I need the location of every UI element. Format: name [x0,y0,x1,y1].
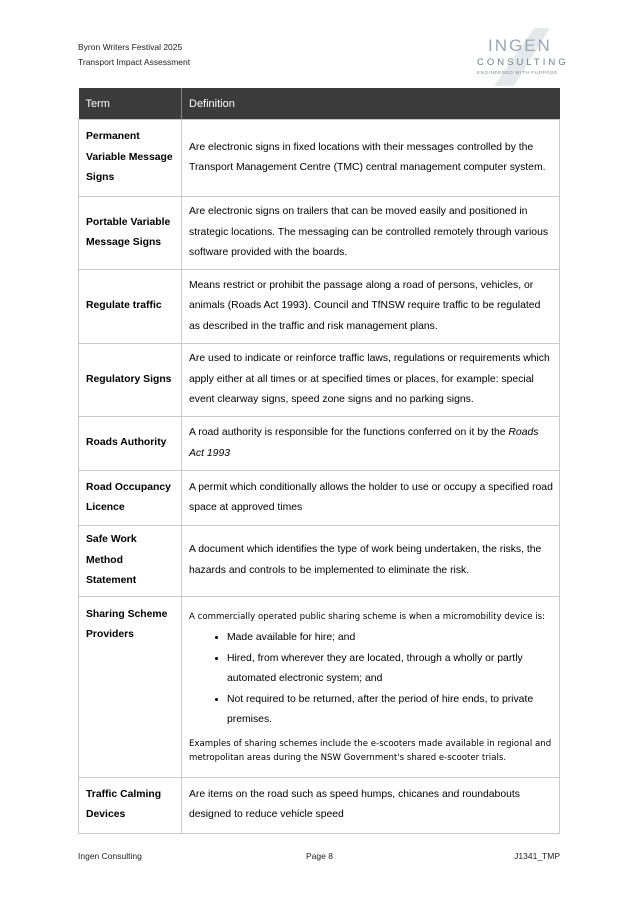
table-row [79,344,560,417]
sharing-scheme-examples: Examples of sharing schemes include the e-scooters made available in regional and metropolitan areas during the NSW Government's shared e-scooter trials. [189,738,552,763]
term-cell: Sharing Scheme Providers [79,596,182,777]
definition-cell: Are items on the road such as speed humps, chicanes and roundabouts designed to reduce vehicle speed [182,777,560,833]
table-row [79,270,560,344]
table-row [79,777,560,833]
header-term: Term [79,88,182,120]
sharing-scheme-bullets [189,628,553,731]
term-cell: Regulate traffic [79,270,182,344]
act-reference: Roads Act 1993 [189,427,539,459]
definition-cell: Are used to indicate or reinforce traffic laws, regulations or requirements which apply either at all times or at specified times or places, for example: special event clearway signs, speed zone signs and no parking signs. [182,344,560,417]
logo-text-ingen: INGEN [488,36,552,55]
footer-company: Ingen Consulting [78,851,142,861]
definition-cell [182,596,560,777]
list-item: • Not required to be returned, after the period of hire ends, to private premises. [227,690,553,731]
document-code: J1341_TMP [514,851,560,861]
table-row [79,526,560,597]
definition-cell: A document which identifies the type of work being undertaken, the risks, the hazards and controls to be implemented to eliminate the risk. [182,526,560,597]
page-number: Page 8 [306,851,333,861]
definition-cell: Means restrict or prohibit the passage along a road of persons, vehicles, or animals (Roads Act 1993). Council and TfNSW require traffic to be regulated as described in the traffic and risk management plans. [182,270,560,344]
table-row [79,417,560,471]
header-definition: Definition [182,88,560,120]
table-row [79,596,560,777]
term-cell: Portable Variable Message Signs [79,197,182,270]
logo-text-consulting: CONSULTING [477,57,569,68]
list-item: • Made available for hire; and [227,628,553,649]
table-row [79,120,560,197]
term-cell: Traffic Calming Devices [79,777,182,833]
definition-cell: Are electronic signs on trailers that can be moved easily and positioned in strategic locations. The messaging can be controlled remotely through various software provided with the boards. [182,197,560,270]
table-row [79,471,560,526]
term-cell: Safe Work Method Statement [79,526,182,597]
term-cell: Road Occupancy Licence [79,471,182,526]
definition-cell: Are electronic signs in fixed locations with their messages controlled by the Transport Management Centre (TMC) central management computer system. [182,120,560,197]
document-title: Byron Writers Festival 2025 [78,42,183,52]
table-header-row [79,88,560,120]
term-cell: Regulatory Signs [79,344,182,417]
list-item: • Hired, from wherever they are located, through a wholly or partly automated electronic system; and [227,649,553,690]
definition-cell [182,417,560,471]
term-cell: Roads Authority [79,417,182,471]
definition-text: A road authority is responsible for the functions conferred on it by the [189,427,509,438]
definition-cell: A permit which conditionally allows the holder to use or occupy a specified road space at approved times [182,471,560,526]
table-row [79,197,560,270]
term-cell: Permanent Variable Message Signs [79,120,182,197]
sharing-scheme-intro: A commercially operated public sharing scheme is when a micromobility device is: [189,612,546,623]
logo-tagline: ENGINEERED WITH PURPOSE [477,70,558,75]
document-subtitle: Transport Impact Assessment [78,57,191,67]
glossary-table [78,88,560,834]
company-logo [474,26,569,88]
